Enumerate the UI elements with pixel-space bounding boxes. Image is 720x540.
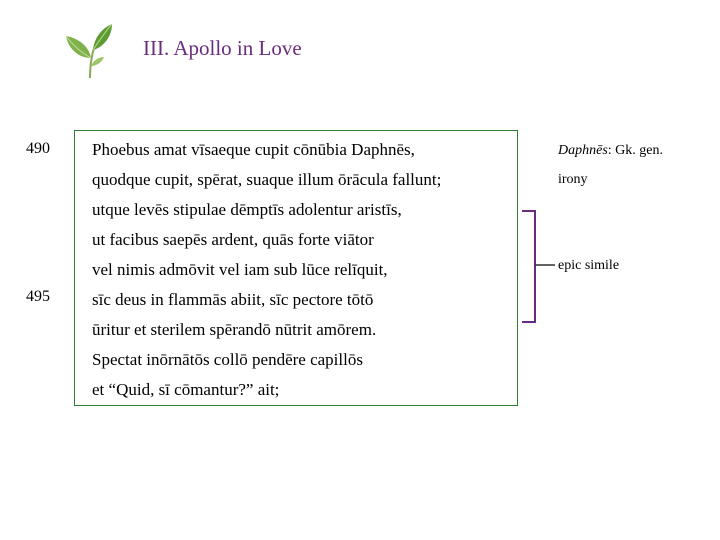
page-title: III. Apollo in Love [143,36,302,60]
passage-line: utque levēs stipulae dēmptīs adolentur aristīs, [92,200,402,219]
passage-line: et “Quid, sī cōmantur?” ait; [92,380,280,399]
passage-line: ut facibus saepēs ardent, quās forte viātor [92,230,374,249]
note-epic-simile: epic simile [558,258,620,273]
note-daphnes [558,143,663,159]
passage-line: sīc deus in flammās abiit, sīc pectore tōtō [92,290,374,309]
note-daphnes-gloss: : Gk. gen. [607,143,663,158]
passage-line: Spectat inōrnātōs collō pendēre capillōs [92,350,363,369]
latin-passage [74,130,518,406]
passage-line: Phoebus amat vīsaeque cupit cōnūbia Daphnēs, [92,140,415,159]
line-number-490: 490 [26,140,50,157]
line-number-495: 495 [26,288,50,305]
passage-line: quodque cupit, spērat, suaque illum ōrācula fallunt; [92,170,442,189]
note-daphnes-term: Daphnēs [558,143,608,158]
passage-line: vel nimis admōvit vel iam sub lūce relīquit, [92,260,388,279]
passage-line: ūritur et sterilem spērandō nūtrit amōrem. [92,320,377,339]
note-irony: irony [558,172,588,187]
leaf-logo-icon [60,22,118,82]
